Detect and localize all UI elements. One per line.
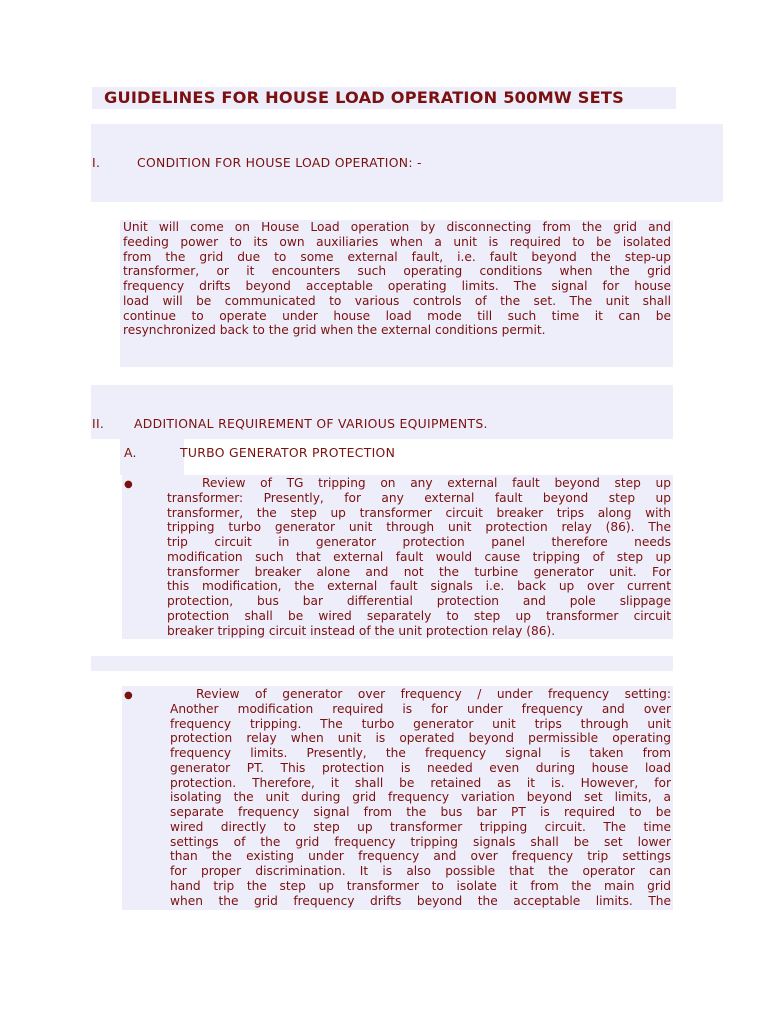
subsection-a-heading xyxy=(124,445,524,461)
paragraph-line: hand trip the step up transformer to isolate it from the main grid xyxy=(170,878,671,893)
bullet1-marker: ● xyxy=(124,479,133,490)
paragraph-line: Review of TG tripping on any external fault beyond step up xyxy=(202,476,671,490)
paragraph-line: than the existing under frequency and over frequency trip settings xyxy=(170,849,671,864)
paragraph-line: frequency drifts beyond acceptable operating limits. The signal for house xyxy=(123,279,671,293)
paragraph-line: when the grid frequency drifts beyond the acceptable limits. The xyxy=(170,893,671,908)
paragraph-line: protection relay when unit is operated beyond permissible operating xyxy=(170,731,671,746)
section2-number: II. xyxy=(92,416,105,431)
section2-heading-text: ADDITIONAL REQUIREMENT OF VARIOUS EQUIPMENTS. xyxy=(134,416,488,431)
paragraph-line: from the grid due to some external fault, i.e. fault beyond the step-up xyxy=(123,249,671,264)
paragraph-line: isolating the unit during grid frequency variation beyond set limits, a xyxy=(170,790,671,805)
section1-heading-text: CONDITION FOR HOUSE LOAD OPERATION: - xyxy=(137,155,422,170)
paragraph-line: transformer: Presently, for any external fault beyond step up xyxy=(167,490,671,505)
section1-heading xyxy=(92,155,692,171)
subsection-a-letter: A. xyxy=(124,445,137,460)
paragraph-line: protection shall be wired separately to step up transformer circuit xyxy=(167,608,671,623)
separator-band xyxy=(91,656,673,671)
section1-number: I. xyxy=(92,155,101,170)
paragraph-line: protection. Therefore, it shall be retained as it is. However, for xyxy=(170,775,671,790)
paragraph-line: generator PT. This protection is needed even during house load xyxy=(170,760,671,775)
paragraph-line: this modification, the external fault signals i.e. back up over current xyxy=(167,579,671,594)
paragraph-line: settings of the grid frequency tripping signals shall be set lower xyxy=(170,834,671,849)
paragraph-line: breaker tripping circuit instead of the unit protection relay (86). xyxy=(167,623,556,638)
paragraph-line: frequency tripping. The turbo generator unit trips through unit xyxy=(170,716,671,731)
paragraph-line: trip circuit in generator protection panel therefore needs xyxy=(167,535,671,549)
paragraph-line: protection, bus bar differential protection and pole slippage xyxy=(167,594,671,608)
paragraph-line: Unit will come on House Load operation by disconnecting from the grid and xyxy=(123,220,671,234)
paragraph-line: transformer, the step up transformer circuit breaker trips along with xyxy=(167,505,671,520)
paragraph-line: transformer breaker alone and not the turbine generator unit. For xyxy=(167,564,671,579)
paragraph-line: frequency limits. Presently, the frequency signal is taken from xyxy=(170,746,671,760)
paragraph-line: wired directly to step up transformer tripping circuit. The time xyxy=(170,819,671,834)
bullet2-paragraph xyxy=(170,687,671,908)
paragraph-line: resynchronized back to the grid when the external conditions permit. xyxy=(123,323,546,338)
document-title: GUIDELINES FOR HOUSE LOAD OPERATION 500MW SETS xyxy=(92,87,676,109)
paragraph-line: tripping turbo generator unit through unit protection relay (86). The xyxy=(167,520,671,535)
paragraph-line: continue to operate under house load mode till such time it can be xyxy=(123,308,671,323)
bullet1-paragraph xyxy=(167,476,671,638)
paragraph-line: Another modification required is for under frequency and over xyxy=(170,701,671,716)
section2-heading xyxy=(92,416,692,432)
paragraph-line: separate frequency signal from the bus bar PT is required to be xyxy=(170,805,671,819)
paragraph-line: load will be communicated to various controls of the set. The unit shall xyxy=(123,293,671,308)
paragraph-line: for proper discrimination. It is also possible that the operator can xyxy=(170,864,671,878)
paragraph-line: feeding power to its own auxiliaries when a unit is required to be isolated xyxy=(123,234,671,249)
paragraph-line: modification such that external fault would cause tripping of step up xyxy=(167,549,671,564)
section1-paragraph xyxy=(123,220,671,338)
subsection-a-heading-text: TURBO GENERATOR PROTECTION xyxy=(180,445,396,460)
paragraph-line: Review of generator over frequency / under frequency setting: xyxy=(196,687,671,701)
bullet2-marker: ● xyxy=(124,690,133,701)
paragraph-line: transformer, or it encounters such operating conditions when the grid xyxy=(123,264,671,279)
